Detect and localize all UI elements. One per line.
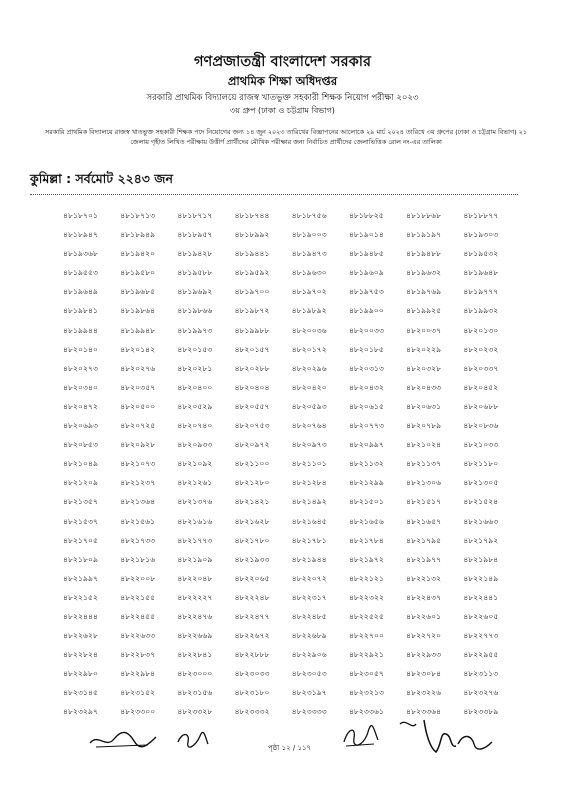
- roll-number: ৪৮২০২৭৬: [120, 363, 156, 373]
- roll-number: ৪৮২১৬৫৭: [406, 516, 442, 526]
- roll-number: ৪৮২০৩২৮: [406, 363, 442, 373]
- roll-number: ৪৮২০৪৩২: [348, 382, 384, 392]
- roll-number: ৪৮২০৭৮৯: [406, 421, 442, 431]
- group-title: ৩য় গ্রুপ (ঢাকা ও চট্টগ্রাম বিভাগ): [230, 106, 335, 115]
- roll-number: ৪৮২২৬২৮: [63, 631, 99, 641]
- roll-number: ৪৮২২৮৮৮: [234, 650, 270, 660]
- roll-number: ৪৮২৩২২৬: [406, 688, 442, 698]
- roll-number: ৪৮২২১৩২: [406, 573, 442, 583]
- roll-number: ৪৮১৮৯৪৯: [120, 230, 156, 240]
- roll-number: ৪৮২১০২৪: [406, 440, 442, 450]
- roll-number: ৪৮২০৮৩৬: [463, 421, 499, 431]
- roll-number: ৪৮১৯৪৮৫: [348, 249, 384, 259]
- roll-number: ৪৮২০৭৪০: [177, 421, 213, 431]
- roll-number: ৪৮১৮৭১৩: [120, 211, 156, 220]
- roll-number: ৪৮২২০৪৮: [177, 573, 213, 583]
- roll-number: ৪৮২০৩৫৭: [120, 382, 156, 392]
- roll-number: ৪৮২২৯৩৩: [406, 650, 442, 660]
- roll-number: ৪৮২১৫৩৭: [63, 516, 98, 526]
- roll-number: ৪৮২০৩১৩: [348, 363, 384, 373]
- roll-number: ৪৮১৯৪২০: [120, 249, 156, 259]
- roll-number: ৪৮২২৪৭৬: [177, 611, 213, 621]
- notice-text: সরকারি প্রাথমিক বিদ্যালয়ে রাজস্ব খাতভুক্ত সহকারী শিক্ষক পদে নিয়োগের জন্য ১৪ জুন ২০২৩ তারিখের বিজ্ঞাপনের আলোকে ২৯ মার্চ ২০২৪ তারিখে ৩য় গ্রুপের (ঢাকা ও চট্টগ্রাম বিভাগ) ২১ জেলায় গৃহীত লিখিত পরীক্ষায় উত্তীর্ণ প্রার্থীদের মৌখিক পরীক্ষার জন্য নির্বাচিত প্রার্থীদের জেলাভিত্তিক রোল নং-এর তালিকা: [45, 128, 527, 146]
- roll-number: ৪৮২০৬৮৮: [463, 401, 499, 411]
- roll-number: ৪৮২৩১১৩: [463, 669, 499, 679]
- roll-number: ৪৮১৯১৯৭: [406, 230, 442, 240]
- roll-number: ৪৮২১৩০৫: [463, 478, 499, 488]
- roll-number: ৪৮১৯৭৭৭: [463, 287, 499, 297]
- roll-number: ৪৮২৩১৯৭: [291, 688, 327, 698]
- roll-number: ৪৮২২৫২৫: [348, 611, 384, 621]
- dotted-divider: [30, 194, 518, 195]
- roll-number: ৪৮২১১৩৭: [406, 459, 442, 469]
- roll-number: ৪৮২৩০০০: [177, 669, 213, 679]
- roll-number: ৪৮২২৩২২: [348, 592, 384, 602]
- roll-number: ৪৮২১২৩৭: [120, 478, 156, 488]
- roll-number: ৪৮২৩০৩৩: [234, 669, 270, 679]
- roll-number: ৪৮২৩২৭৬: [463, 688, 499, 698]
- roll-number: ৪৮১৯৫৯২: [234, 268, 270, 278]
- roll-number: ৪৮২১৯৮৪: [463, 554, 499, 564]
- roll-number: ৪৮১৯৯০০: [348, 306, 384, 316]
- roll-number-table: [63, 206, 543, 722]
- roll-number: ৪৮১৯৬০৯: [348, 268, 384, 278]
- roll-number: ৪৮২১৪২১: [234, 497, 270, 507]
- exam-title: সরকারি প্রাথমিক বিদ্যালয়ে রাজস্ব খাতভুক্ত সহকারী শিক্ষক নিয়োগ পরীক্ষা ২০২৩: [146, 93, 419, 103]
- roll-number: ৪৮২১৭৯২: [463, 535, 499, 545]
- roll-number: ৪৮২০৭২৫: [120, 421, 156, 431]
- roll-number: ৪৮২১৭৩৩: [120, 535, 156, 545]
- signature-4: [396, 714, 496, 758]
- roll-number: ৪৮২০৯২৮: [120, 440, 156, 450]
- signature-1: [88, 725, 158, 753]
- roll-number: ৪৮১৯৬৪৮: [463, 268, 499, 278]
- roll-number: ৪৮২০৯৯৭: [348, 440, 384, 450]
- roll-number: ৪৮২১০৩৩: [463, 440, 499, 450]
- roll-number: ৪৮২১৯৯৭: [63, 573, 98, 583]
- roll-number: ৪৮২৩১৮০: [234, 688, 270, 698]
- roll-number: ৪৮২১৩৬৪: [120, 497, 156, 507]
- roll-number: ৪৮১৯৮৪১: [63, 306, 98, 316]
- roll-number: ৪৮২২৬৩৩: [120, 631, 156, 641]
- roll-number: ৪৮২২৪৭৭: [234, 611, 270, 621]
- roll-number: ৪৮২১৩৭৬: [177, 497, 213, 507]
- roll-number: ৪৮২০৪০০: [177, 382, 213, 392]
- roll-number: ৪৮১৯৭০২: [291, 287, 327, 297]
- roll-number: ৪৮২০৪২০: [291, 382, 327, 392]
- roll-number: ৪৮২০১৪০: [63, 344, 98, 354]
- roll-number: ৪৮২১৭৭৩: [177, 535, 213, 545]
- roll-number: ৪৮২২৪৪১: [463, 592, 499, 602]
- roll-number: ৪৮২২৭০০: [348, 631, 384, 641]
- roll-number: ৪৮২১২০৯: [63, 478, 98, 488]
- roll-number: ৪৮২১১০০: [234, 459, 270, 469]
- roll-number: ৪৮২০২৮১: [177, 363, 213, 373]
- roll-number: ৪৮২০০৩৬: [291, 325, 327, 335]
- roll-number: ৪৮২২৬৬৯: [177, 631, 213, 641]
- roll-number: ৪৮১৯৪৪১: [234, 249, 270, 259]
- directorate-title: প্রাথমিক শিক্ষা অধিদপ্তর: [227, 74, 338, 88]
- roll-number: ৪৮২২০৭২: [291, 573, 327, 583]
- roll-number: ৪৮২০৩৪০: [63, 382, 99, 392]
- roll-number: ৪৮১৯৫৮০: [120, 268, 156, 278]
- roll-number: ৪৮২১১৮০: [463, 459, 499, 469]
- signature-3: [340, 722, 380, 750]
- roll-number: ৪৮২১০৪৯: [63, 459, 98, 469]
- roll-number: ৪৮২৩৩২৮: [177, 707, 213, 717]
- roll-number: ৪৮২১৩০৬: [406, 478, 442, 488]
- roll-number: ৪৮২০৬১৫: [348, 401, 384, 411]
- roll-number: ৪৮২২০৬৫: [234, 573, 270, 583]
- roll-number: ৪৮১৮৯৫৭: [177, 230, 213, 240]
- roll-number: ৪৮১৮৯৯২: [234, 230, 270, 240]
- roll-number: ৪৮১৯৬৩০: [291, 268, 327, 278]
- roll-number: ৪৮২০১৫৩: [177, 344, 213, 354]
- roll-number: ৪৮২০৪৫২: [463, 382, 499, 392]
- roll-number: ৪৮২০৯৭৩: [291, 440, 327, 450]
- roll-number: ৪৮১৯৮৯২: [291, 306, 327, 316]
- roll-number: ৪৮২১৬৫৬: [348, 516, 384, 526]
- roll-number: ৪৮২০৫৫৭: [234, 401, 270, 411]
- roll-number: ৪৮২১১০১: [291, 459, 327, 469]
- roll-number: ৪৮২৩৩৬১: [348, 707, 384, 717]
- roll-number: ৪৮২২৪৮৫: [291, 611, 327, 621]
- roll-number: ৪৮২০১৪২: [120, 344, 156, 354]
- roll-number: ৪৮২০৯৩৩: [177, 440, 213, 450]
- roll-number: ৪৮২১৫৬১: [120, 516, 156, 526]
- roll-number: ৪৮১৮৭৫৬: [291, 211, 327, 220]
- roll-number: ৪৮২০৮৫৩: [63, 440, 98, 450]
- roll-number: ৪৮২৩৩০০: [120, 707, 156, 717]
- roll-number: ৪৮২০২৭৩: [63, 363, 99, 373]
- roll-number: ৪৮১৯৪২৮: [177, 249, 213, 259]
- roll-number: ৪৮২০৩৩৭: [463, 363, 499, 373]
- roll-number: ৪৮২২৯২১: [348, 650, 384, 660]
- roll-number: ৪৮১৮৭১৭: [177, 211, 213, 220]
- roll-number: ৪৮২২৪৫৫: [120, 611, 156, 621]
- roll-number: ৪৮২০৯৭২: [234, 440, 270, 450]
- roll-number: ৪৮২২০০৮: [120, 573, 156, 583]
- roll-number: ৪৮২৩১৪৫: [63, 688, 98, 698]
- roll-number: ৪৮২১৮০৯: [63, 554, 98, 564]
- roll-number: ৪৮১৯৭৫৩: [348, 287, 384, 297]
- roll-number: ৪৮১৮৮৬৮: [406, 211, 442, 220]
- roll-number: ৪৮২৩০৫৩: [291, 669, 327, 679]
- roll-number: ৪৮২৩৩৮৯: [463, 707, 499, 717]
- roll-number: ৪৮২২৮৪১: [177, 650, 213, 660]
- roll-number: ৪৮২১৭৮১: [291, 535, 327, 545]
- roll-number: ৪৮২১৯৭৭: [406, 554, 442, 564]
- roll-number: ৪৮১৯৪৭৩: [291, 249, 327, 259]
- roll-number: ৪৮২২৯৮৪: [120, 669, 156, 679]
- roll-number: ৪৮২২৯০৬: [291, 650, 327, 660]
- roll-number: ৪৮২২৭৭৩: [463, 631, 499, 641]
- roll-number: ৪৮২২১৫২: [63, 592, 98, 602]
- roll-number: ৪৮১৯৯২৫: [406, 306, 442, 316]
- roll-number: ৪৮১৯৬৩২: [406, 268, 442, 278]
- roll-number: ৪৮১৯৬৪৯: [63, 287, 98, 297]
- roll-number: ৪৮২০৪৩৩: [406, 382, 442, 392]
- roll-number: ৪৮২০৬৯৩: [63, 421, 99, 431]
- roll-number: ৪৮২১৫২৪: [463, 497, 499, 507]
- page-number: পৃষ্ঠা ১২ / ১১৭: [268, 744, 312, 752]
- roll-number: ৪৮২০০৩৭: [406, 325, 442, 335]
- roll-number: ৪৮২১৯৭২: [348, 554, 384, 564]
- roll-number: ৪৮২০৬৩১: [406, 401, 442, 411]
- roll-number: ৪৮২০৫২৯: [177, 401, 213, 411]
- roll-number: ৪৮১৯৬৮৫: [120, 287, 156, 297]
- roll-number: ৪৮২১৭৯৫: [406, 535, 442, 545]
- roll-number: ৪৮২২৩১৭: [291, 592, 327, 602]
- roll-number: ৪৮২০১৩০: [463, 325, 499, 335]
- roll-number: ৪৮২০৫৯৩: [291, 401, 327, 411]
- roll-number: ৪৮১৯৭৬৯: [406, 287, 442, 297]
- roll-number: ৪৮২১৯৩৩: [234, 554, 270, 564]
- roll-number: ৪৮১৯০০৩: [291, 230, 327, 240]
- roll-number: ৪৮২২৪৩৭: [406, 592, 442, 602]
- roll-number: ৪৮২১৭০৫: [63, 535, 98, 545]
- roll-number: ৪৮১৯৯৩২: [463, 306, 499, 316]
- roll-number: ৪৮২৩১৫৬: [177, 688, 213, 698]
- roll-number: ৪৮২২১৪৯: [463, 573, 499, 583]
- roll-number: ৪৮১৯৯৪৮: [120, 325, 156, 335]
- government-title: গণপ্রজাতন্ত্রী বাংলাদেশ সরকার: [194, 54, 371, 70]
- roll-number: ৪৮২৩৩৩২: [234, 707, 270, 717]
- roll-number: ৪৮১৯৯৮৮: [234, 325, 270, 335]
- roll-number: ৪৮২২৬০১: [406, 611, 442, 621]
- roll-number: ৪৮২০৭৭৩: [348, 421, 384, 431]
- roll-number: ৪৮২৩২৯৭: [63, 707, 99, 717]
- roll-number: ৪৮২১৩৫৭: [63, 497, 98, 507]
- roll-number: ৪৮২৩২১৩: [348, 688, 384, 698]
- roll-number: ৪৮২১৮১৬: [120, 554, 156, 564]
- roll-number: ৪৮২১২৯৯: [348, 478, 384, 488]
- district-heading: কুমিল্লা : সর্বমোট ২২৪৩ জন: [30, 171, 173, 186]
- roll-number: ৪৮২৩৩৬৪: [406, 707, 442, 717]
- roll-number: ৪৮২০১৮৫: [348, 344, 384, 354]
- roll-number: ৪৮২২৬৮৯: [291, 631, 327, 641]
- roll-number: ৪৮২২৬০৫: [463, 611, 499, 621]
- roll-number: ৪৮২০০৩৩: [348, 325, 384, 335]
- roll-number: ৪৮১৮৭৪৪: [234, 211, 270, 220]
- roll-number: ৪৮১৯৫৩২: [463, 249, 499, 259]
- roll-number: ৪৮২১৫১৭: [406, 497, 442, 507]
- roll-number: ৪৮২০৪৭২: [63, 401, 99, 411]
- roll-number: ৪৮২০২৩২: [463, 344, 499, 354]
- roll-number: ৪৮২২১৫৫: [120, 592, 156, 602]
- roll-number: ৪৮২১৫০১: [348, 497, 384, 507]
- roll-number: ৪৮১৯৯৪৪: [63, 325, 98, 335]
- roll-number: ৪৮২০৫০০: [120, 401, 156, 411]
- roll-number: ৪৮২২৭২০: [406, 631, 442, 641]
- roll-number: ৪৮২১৬৬৩: [463, 516, 499, 526]
- roll-number: ৪৮২০৭৬৪: [291, 421, 327, 431]
- roll-number: ৪৮২১৯০৯: [177, 554, 213, 564]
- roll-number: ৪৮২২২৪৮: [234, 592, 270, 602]
- roll-number: ৪৮১৮৯৪৭: [63, 230, 98, 240]
- roll-number: ৪৮২২৯৮০: [63, 669, 98, 679]
- roll-number: ৪৮২৩৩৩৩: [291, 707, 327, 717]
- roll-number: ৪৮২০২৯৬: [291, 363, 327, 373]
- roll-number: ৪৮২২১২১: [348, 573, 384, 583]
- roll-number: ৪৮২১৪৯২: [291, 497, 327, 507]
- roll-number: ৪৮২৩১৫২: [120, 688, 156, 698]
- roll-number: ৪৮১৮৮৭৭: [463, 211, 499, 220]
- roll-number: ৪৮২১৭৮০: [234, 535, 270, 545]
- roll-number: ৪৮২২৪৪৪: [63, 611, 98, 621]
- roll-number: ৪৮২৩০৫৭: [348, 669, 384, 679]
- roll-number: ৪৮১৯৬৯২: [177, 287, 213, 297]
- roll-number: ৪৮১৯৮৬৪: [120, 306, 156, 316]
- roll-number: ৪৮১৯৫৮৮: [177, 268, 213, 278]
- roll-number: ৪৮২২৬৭২: [234, 631, 270, 641]
- roll-number: ৪৮২১১৩২: [348, 459, 384, 469]
- roll-number: ৪৮১৯৩০৩: [463, 230, 499, 240]
- roll-number: ৪৮২০১৭২: [291, 344, 327, 354]
- roll-number: ৪৮১৯৩৬৮: [63, 249, 98, 259]
- roll-number: ৪৮১৮৭০১: [63, 211, 98, 220]
- roll-number: ৪৮২১৬৪৫: [291, 516, 327, 526]
- roll-number: ৪৮১৯৪৮৮: [406, 249, 442, 259]
- roll-number: ৪৮২০২৮৮: [234, 363, 270, 373]
- roll-number: ৪৮২০৭৫৩: [234, 421, 270, 431]
- roll-number: ৪৮২১০৭৩: [120, 459, 156, 469]
- roll-number: ৪৮২১৬১৬: [177, 516, 213, 526]
- roll-number: ৪৮২১০৯২: [177, 459, 213, 469]
- signature-2: [176, 728, 210, 750]
- roll-number: ৪৮২২৯৫৫: [463, 650, 499, 660]
- roll-number: ৪৮১৯৮৭২: [234, 306, 270, 316]
- roll-number: ৪৮১৯৯৭৩: [177, 325, 213, 335]
- roll-number: ৪৮১৯৫৫৩: [63, 268, 98, 278]
- roll-number: ৪৮২২৮২৪: [63, 650, 98, 660]
- roll-number: ৪৮২১৯৪৪: [291, 554, 327, 564]
- document-header: [0, 52, 565, 117]
- roll-number: ৪৮২১২৮০: [234, 478, 270, 488]
- roll-number: ৪৮২০৪০৪: [234, 382, 270, 392]
- roll-number: ৪৮১৯৭০০: [234, 287, 270, 297]
- roll-number: ৪৮২১৭৮৪: [348, 535, 384, 545]
- roll-number: ৪৮২২৮৩৭: [120, 650, 156, 660]
- roll-number: ৪৮২১২৬১: [177, 478, 213, 488]
- roll-number: ৪৮২০২২৯: [406, 344, 442, 354]
- roll-number: ৪৮১৯৮৬৬: [177, 306, 213, 316]
- roll-number: ৪৮২০১৫৭: [234, 344, 270, 354]
- roll-number: ৪৮১৮৮২৫: [348, 211, 384, 220]
- roll-number: ৪৮২১২৮৪: [291, 478, 327, 488]
- roll-number: ৪৮২২২২৭: [177, 592, 213, 602]
- roll-number: ৪৮২১৬২৮: [234, 516, 270, 526]
- roll-number: ৪৮১৯০১৪: [348, 230, 384, 240]
- roll-number: ৪৮২৩০৮৪: [406, 669, 442, 679]
